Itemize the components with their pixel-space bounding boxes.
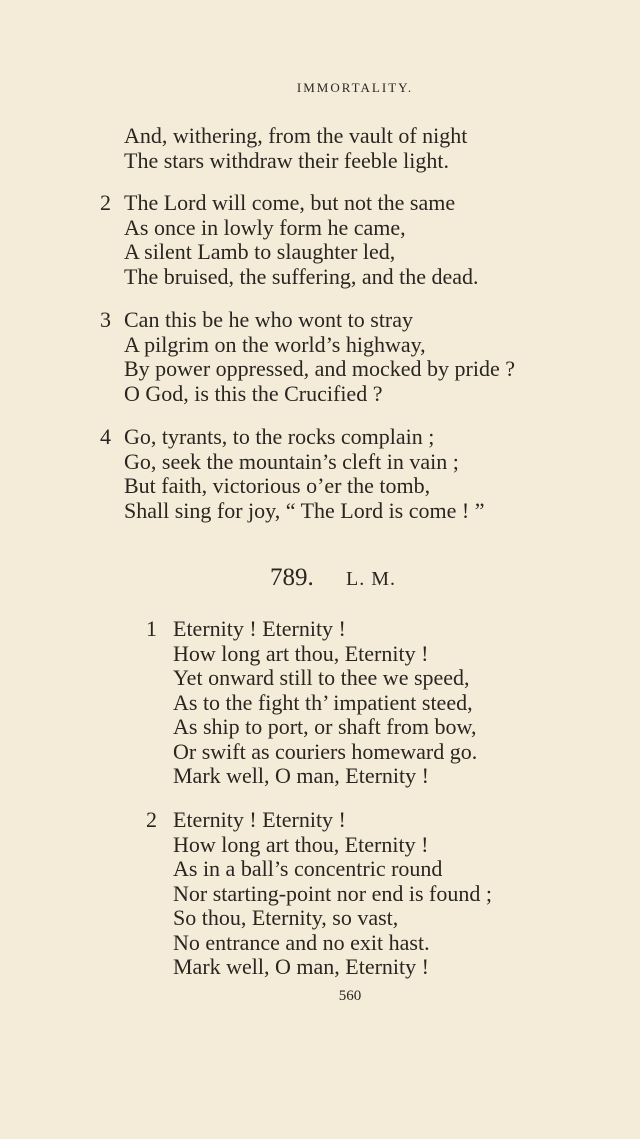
verse-line: Or swift as couriers homeward go. — [173, 738, 478, 764]
stanza-number: 1 — [146, 616, 157, 641]
page-number: 560 — [338, 988, 362, 1004]
stanza-number: 4 — [100, 424, 111, 449]
stanza — [100, 808, 492, 980]
verse-line: As in a ball’s concentric round — [173, 856, 443, 881]
verse-line: No entrance and no exit hast. — [173, 929, 430, 955]
verse-line: Mark well, O man, Eternity ! — [173, 763, 429, 788]
verse-line: A pilgrim on the world’s highway, — [124, 331, 426, 357]
verse-line: O God, is this the Crucified ? — [124, 380, 383, 406]
verse-line: Shall sing for joy, “ The Lord is come ! ” — [124, 497, 485, 523]
verse-line: But faith, victorious o’er the tomb, — [124, 473, 431, 498]
hymn-meter: L. M. — [346, 568, 396, 590]
hymn-heading — [270, 564, 396, 592]
verse-line: The stars withdraw their feeble light. — [124, 147, 450, 173]
verse-line: Mark well, O man, Eternity ! — [173, 954, 429, 979]
verse-line: By power oppressed, and mocked by pride ? — [124, 356, 516, 381]
verse-line: As ship to port, or shaft from bow, — [173, 714, 477, 739]
continued-stanza — [124, 124, 467, 173]
stanza-number: 2 — [146, 807, 157, 832]
stanza — [100, 191, 479, 289]
verse-line: Go, seek the mountain’s cleft in vain ; — [124, 448, 459, 474]
verse-line: Eternity ! Eternity ! — [173, 807, 346, 832]
verse-line: Yet onward still to thee we speed, — [173, 665, 470, 690]
verse-line: As once in lowly form he came, — [124, 214, 406, 240]
verse-line: The bruised, the suffering, and the dead. — [124, 263, 479, 289]
verse-line: Go, tyrants, to the rocks complain ; — [124, 424, 435, 449]
verse-line: The Lord will come, but not the same — [124, 190, 456, 215]
verse-line: How long art thou, Eternity ! — [173, 640, 429, 666]
verse-line: Eternity ! Eternity ! — [173, 616, 346, 641]
verse-line: Nor starting-point nor end is found ; — [173, 880, 492, 906]
verse-line: So thou, Eternity, so vast, — [173, 905, 399, 930]
verse-line: A silent Lamb to slaughter led, — [124, 239, 396, 264]
verse-line: And, withering, from the vault of night — [124, 123, 468, 148]
stanza — [100, 425, 484, 523]
hymn-number: 789. — [270, 564, 314, 591]
verse-line: Can this be he who wont to stray — [124, 307, 414, 332]
stanza — [100, 308, 515, 406]
stanza-number: 2 — [100, 190, 111, 215]
verse-line: As to the fight th’ impatient steed, — [173, 689, 473, 715]
running-head: IMMORTALITY. — [296, 80, 414, 95]
verse-line: How long art thou, Eternity ! — [173, 831, 429, 857]
stanza — [100, 617, 477, 789]
stanza-number: 3 — [100, 307, 111, 332]
